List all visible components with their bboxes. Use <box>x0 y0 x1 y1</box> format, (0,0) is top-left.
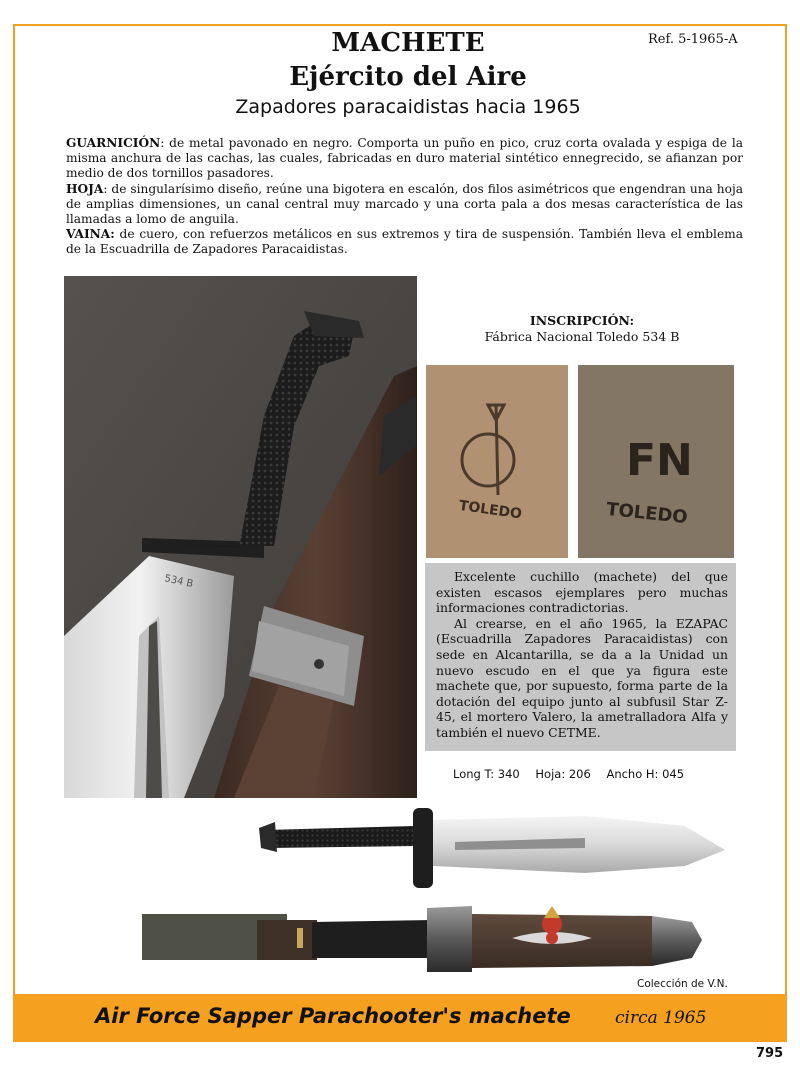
info-box <box>425 563 736 751</box>
banner-title: Air Force Sapper Parachooter's machete <box>95 1004 571 1028</box>
inscription-text: Fábrica Nacional Toledo 534 B <box>484 329 680 344</box>
vaina-text: de cuero, con refuerzos metálicos en sus extremos y tira de suspensión. También lleva el emblema de la Escuadrilla de Zapadores Paracaidistas. <box>66 227 743 257</box>
reference-number: Ref. 5-1965-A <box>648 32 738 47</box>
stamp2-text: TOLEDO <box>605 498 689 529</box>
page-title: MACHETE <box>331 28 485 58</box>
machete-closeup-image <box>64 276 417 798</box>
inscription-label: INSCRIPCIÓN: <box>529 313 635 328</box>
stamp1-text: TOLEDO <box>457 497 523 523</box>
vaina-paragraph <box>66 227 743 257</box>
sheath-photo <box>132 900 736 985</box>
collection-credit: Colección de V.N. <box>637 978 728 990</box>
knife-full-image <box>255 808 730 898</box>
info-paragraph-2: Al crearse, en el año 1965, la EZAPAC (Escuadrilla Zapadores Paracaidistas) con sede en Alcantarilla, se da a la Unidad un nuevo escudo en el que ya figura este machete que, por supuesto, forma parte de la dotación del equipo junto al subfusil Star Z-45, el mortero Valero, la ametralladora Alfa y también el nuevo CETME. <box>436 615 728 740</box>
inscription-stamp-photo-1 <box>426 365 568 558</box>
stamp2-mark: FN <box>626 435 693 486</box>
description-block <box>66 136 743 258</box>
guarnicion-paragraph <box>66 136 743 182</box>
blade-marking: 534 B <box>163 573 195 590</box>
guarnicion-text: : de metal pavonado en negro. Comporta un puño en pico, cruz corta ovalada y espiga de la misma anchura de las cachas, las cuales, fabricadas en duro material sintético ennegrecido, se afianzan por medio de dos tornillos pasadores. <box>66 136 743 181</box>
page-subtitle: Zapadores paracaidistas hacia 1965 <box>235 96 581 118</box>
knife-photo <box>255 808 730 898</box>
info-paragraph-1: Excelente cuchillo (machete) del que existen escasos ejemplares pero muchas informaciones contradictorias. <box>436 569 728 616</box>
guarnicion-label: GUARNICIÓN <box>66 136 161 150</box>
hoja-label: HOJA <box>66 181 104 196</box>
sheath-full-image <box>132 900 736 985</box>
banner-circa: circa 1965 <box>615 1008 707 1028</box>
hoja-paragraph <box>66 182 743 228</box>
page-title-line2: Ejército del Aire <box>289 62 527 92</box>
vaina-label: VAINA: <box>66 227 115 242</box>
hoja-text: : de singularísimo diseño, reúne una bigotera en escalón, dos filos asimétricos que engendran una hoja de amplias dimensiones, un canal central muy marcado y una corta pala a dos mesas característica de las llamadas a lomo de anguila. <box>66 181 743 227</box>
main-photo <box>64 276 417 798</box>
dimensions <box>453 767 696 781</box>
dimension-long: Long T: 340 <box>453 767 520 781</box>
dimension-hoja: Hoja: 206 <box>535 767 591 781</box>
inscription-stamp-photo-2 <box>578 365 734 558</box>
fn-stamp-image <box>578 365 734 558</box>
page-number: 795 <box>756 1046 784 1061</box>
dimension-ancho: Ancho H: 045 <box>606 767 685 781</box>
toledo-stamp-image <box>426 365 568 558</box>
